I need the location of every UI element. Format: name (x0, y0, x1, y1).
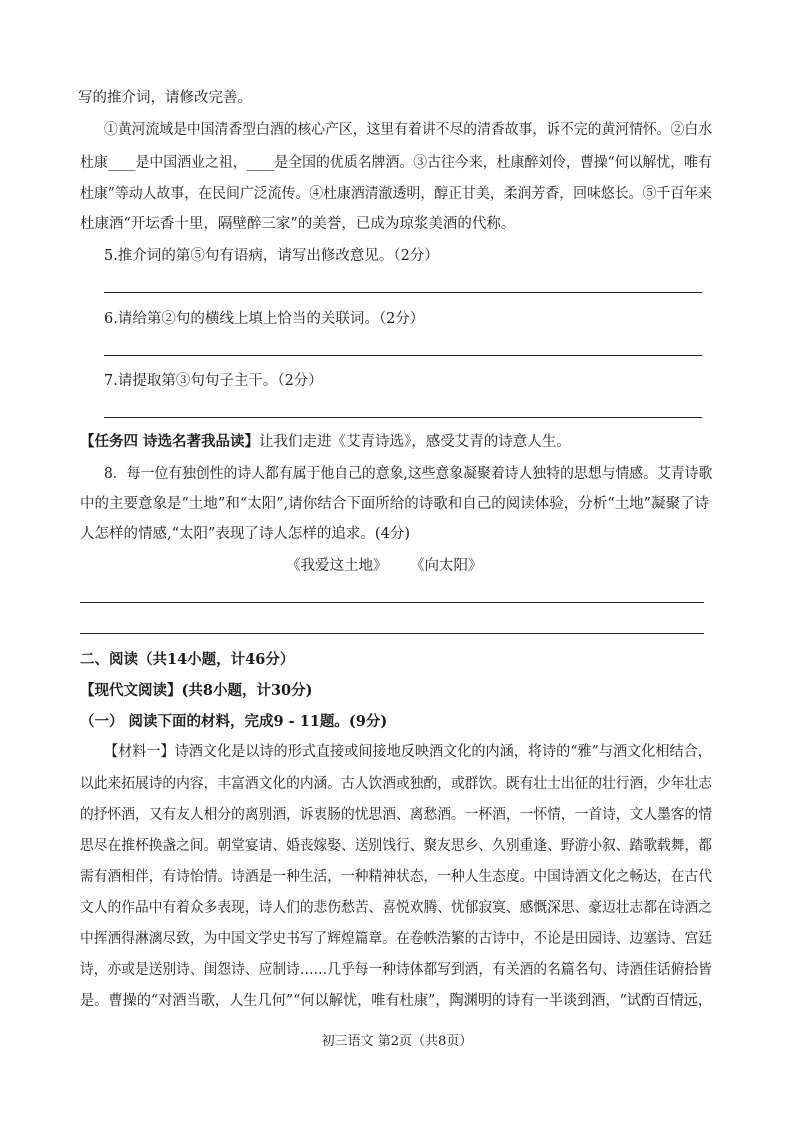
answer-line-q8-1[interactable] (80, 602, 704, 603)
answer-line-q6[interactable] (104, 355, 702, 356)
material-1-line-8: 诗，亦或是送别诗、闺怨诗、应制诗……几乎每一种诗体都写到酒，有关酒的名篇名句、诗酒佳话俯拾皆 (80, 962, 712, 978)
answer-line-q7[interactable] (104, 417, 702, 418)
material-1-line-3: 的抒怀酒，又有友人相分的离别酒，诉衷肠的忧思酒、离愁酒。一杯酒，一怀情，一首诗，文人墨客的情 (80, 807, 712, 823)
question-5: 5.推介词的第⑤句有语病，请写出修改意见。（2分） (104, 248, 439, 264)
material-1-line-5: 需有酒相伴，有诗怡情。诗酒是一种生活，一种精神状态，一种人生态度。中国诗酒文化之畅达，在古代 (80, 869, 712, 885)
section-2-heading: 二、阅读（共14小题，计46分） (80, 651, 295, 668)
question-8-line-3: 人怎样的情感,“太阳”表现了诗人怎样的追求。(4分) (80, 526, 410, 542)
intro-line: 写的推介词，请修改完善。 (78, 90, 252, 106)
passage-line-4: 杜康酒“开坛香十里，隔壁醉三家”的美誉，已成为琼浆美酒的代称。 (80, 216, 516, 232)
modern-reading-heading: 【现代文阅读】(共8小题，计30分) (80, 682, 313, 699)
question-6: 6.请给第②句的横线上填上恰当的关联词。（2分） (104, 311, 425, 327)
material-1-line-9: 是。曹操的“对酒当歌，人生几何”“何以解忧，唯有杜康”，陶渊明的诗有一半谈到酒，“试酌百情远， (80, 993, 713, 1009)
material-1-line-2: 以此来拓展诗的内容，丰富酒文化的内涵。古人饮酒或独酌，或群饮。既有壮士出征的壮行酒，少年壮志 (80, 776, 712, 792)
passage-line-1: ①黄河流域是中国清香型白酒的核心产区，这里有着讲不尽的清香故事，诉不完的黄河情怀。②白水 (104, 122, 713, 138)
passage-line-2: 杜康____是中国酒业之祖，____是全国的优质名牌酒。③古往今来，杜康醉刘伶，曹操“何以解忧，唯有 (80, 155, 712, 171)
poem-title-1: 《我爱这土地》 (286, 558, 388, 574)
question-8-line-1: 8．每一位有独创性的诗人都有属于他自己的意象,这些意象凝聚着诗人独特的思想与情感。艾青诗歌 (104, 466, 713, 482)
material-1-line-7: 中挥洒得淋漓尽致，为中国文学史书写了辉煌篇章。在卷帙浩繁的古诗中，不论是田园诗、边塞诗、宫廷 (80, 931, 712, 947)
question-7: 7.请提取第③句句子主干。（2分） (104, 373, 323, 389)
page-footer: 初三语文 第2页（共8页） (321, 1034, 473, 1049)
material-1-line-4: 思尽在推杯换盏之间。朝堂宴请、婚丧嫁娶、送别饯行、聚友思乡、久别重逢、野游小叙、踏歌载舞，都 (80, 838, 712, 854)
question-8-line-2: 中的主要意象是“土地”和“太阳”,请你结合下面所给的诗歌和自己的阅读体验，分析“土地”凝聚了诗 (80, 496, 710, 512)
part-1-heading: （一） 阅读下面的材料，完成9 - 11题。(9分) (80, 713, 388, 730)
poem-title-2: 《向太阳》 (410, 558, 483, 574)
passage-line-3: 杜康”等动人故事，在民间广泛流传。④杜康酒清澈透明，醇正甘美，柔润芳香，回味悠长。⑤千百年来 (80, 186, 712, 202)
answer-line-q5[interactable] (104, 292, 702, 293)
task4-title: 【任务四 诗选名著我品读】 (80, 433, 260, 450)
answer-line-q8-2[interactable] (80, 633, 704, 634)
task4-heading (80, 432, 571, 452)
material-1-line-6: 文人的作品中有着众多表现，诗人们的悲伤愁苦、喜悦欢腾、忧郁寂寞、感慨深思、豪迈壮志都在诗酒之 (80, 900, 712, 916)
task4-text: 让我们走进《艾青诗选》，感受艾青的诗意人生。 (259, 434, 571, 450)
material-1-line-1: 【材料一】诗酒文化是以诗的形式直接或间接地反映酒文化的内涵，将诗的“雅”与酒文化相结合， (104, 744, 712, 760)
